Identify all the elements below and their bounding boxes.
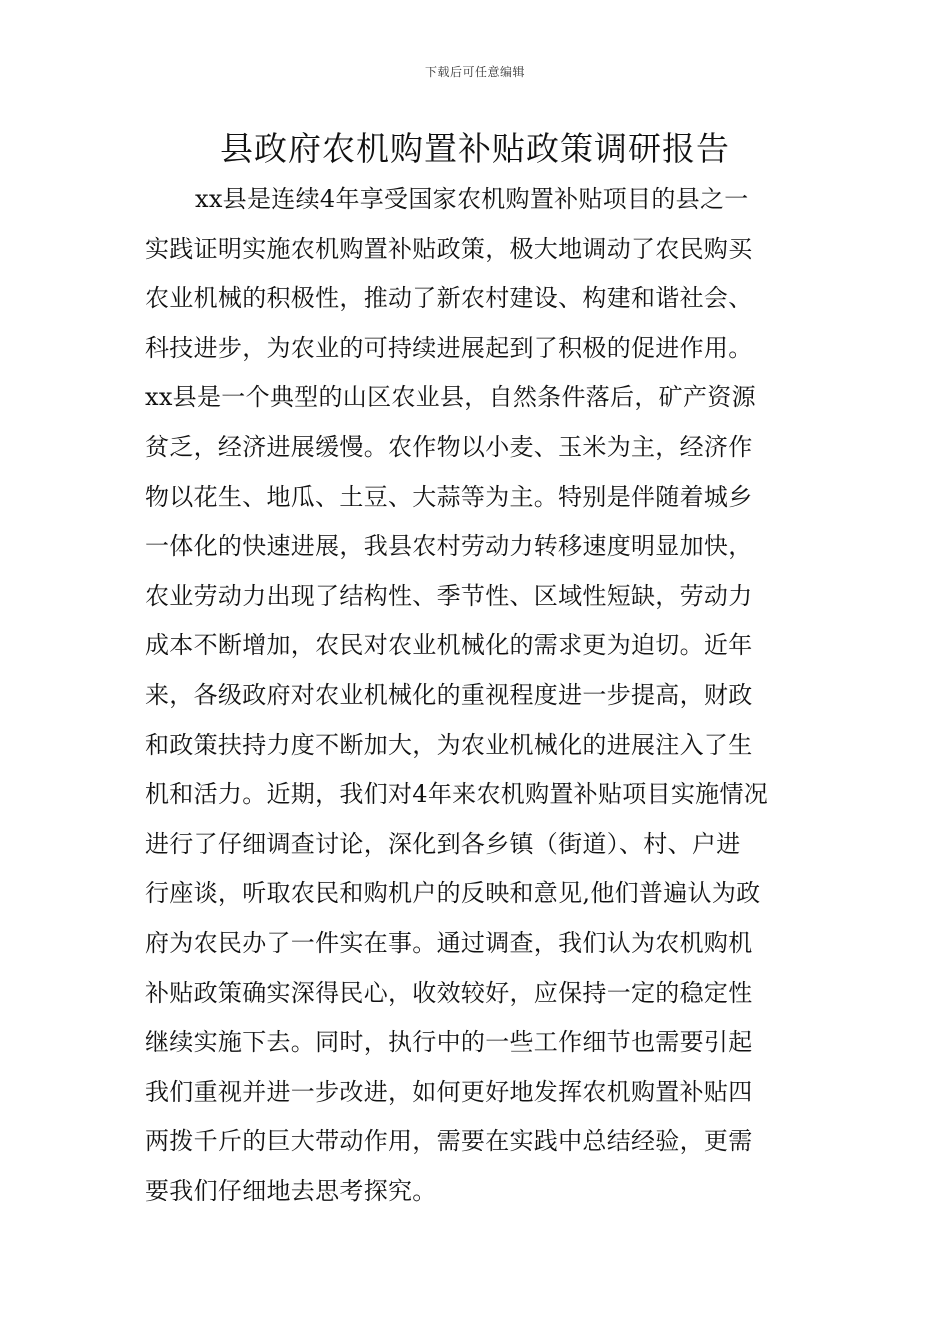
document-body xyxy=(145,175,835,1216)
document-title: 县政府农机购置补贴政策调研报告 xyxy=(220,129,730,168)
page-header-note: 下载后可任意编辑 xyxy=(424,65,525,79)
body-line: 补贴政策确实深得民心，收效较好，应保持一定的稳定性 xyxy=(145,978,753,1007)
body-line: 一体化的快速进展，我县农村劳动力转移速度明显加快， xyxy=(145,532,753,561)
body-line: 进行了仔细调查讨论，深化到各乡镇（街道）、村、户进 xyxy=(145,829,741,858)
body-line: 继续实施下去。同时，执行中的一些工作细节也需要引起 xyxy=(145,1028,753,1057)
body-line: 贫乏，经济进展缓慢。农作物以小麦、玉米为主，经济作 xyxy=(145,432,753,461)
body-line: xx县是连续4年享受国家农机购置补贴项目的县之一 xyxy=(195,185,749,213)
body-line: 农业机械的积极性，推动了新农村建设、构建和谐社会、 xyxy=(145,284,753,313)
body-line: 实践证明实施农机购置补贴政策，极大地调动了农民购买 xyxy=(145,234,753,263)
body-line: 机和活力。近期，我们对4年来农机购置补贴项目实施情况 xyxy=(145,780,769,809)
body-line: 府为农民办了一件实在事。通过调查，我们认为农机购机 xyxy=(145,928,753,957)
body-line: 两拨千斤的巨大带动作用，需要在实践中总结经验，更需 xyxy=(145,1127,753,1156)
body-line: xx县是一个典型的山区农业县，自然条件落后，矿产资源 xyxy=(145,383,756,412)
body-line: 要我们仔细地去思考探究。 xyxy=(145,1176,437,1205)
body-line: 和政策扶持力度不断加大，为农业机械化的进展注入了生 xyxy=(145,730,753,759)
body-line: 科技进步，为农业的可持续进展起到了积极的促进作用。 xyxy=(145,333,753,362)
body-line: 农业劳动力出现了结构性、季节性、区域性短缺，劳动力 xyxy=(145,581,753,610)
body-line: 成本不断增加，农民对农业机械化的需求更为迫切。近年 xyxy=(145,631,753,660)
body-line: 来，各级政府对农业机械化的重视程度进一步提高，财政 xyxy=(145,680,753,709)
body-line: 我们重视并进一步改进，如何更好地发挥农机购置补贴四 xyxy=(145,1077,753,1106)
body-line: 物以花生、地瓜、土豆、大蒜等为主。特别是伴随着城乡 xyxy=(145,482,753,511)
body-line: 行座谈，听取农民和购机户的反映和意见,他们普遍认为政 xyxy=(145,879,761,908)
